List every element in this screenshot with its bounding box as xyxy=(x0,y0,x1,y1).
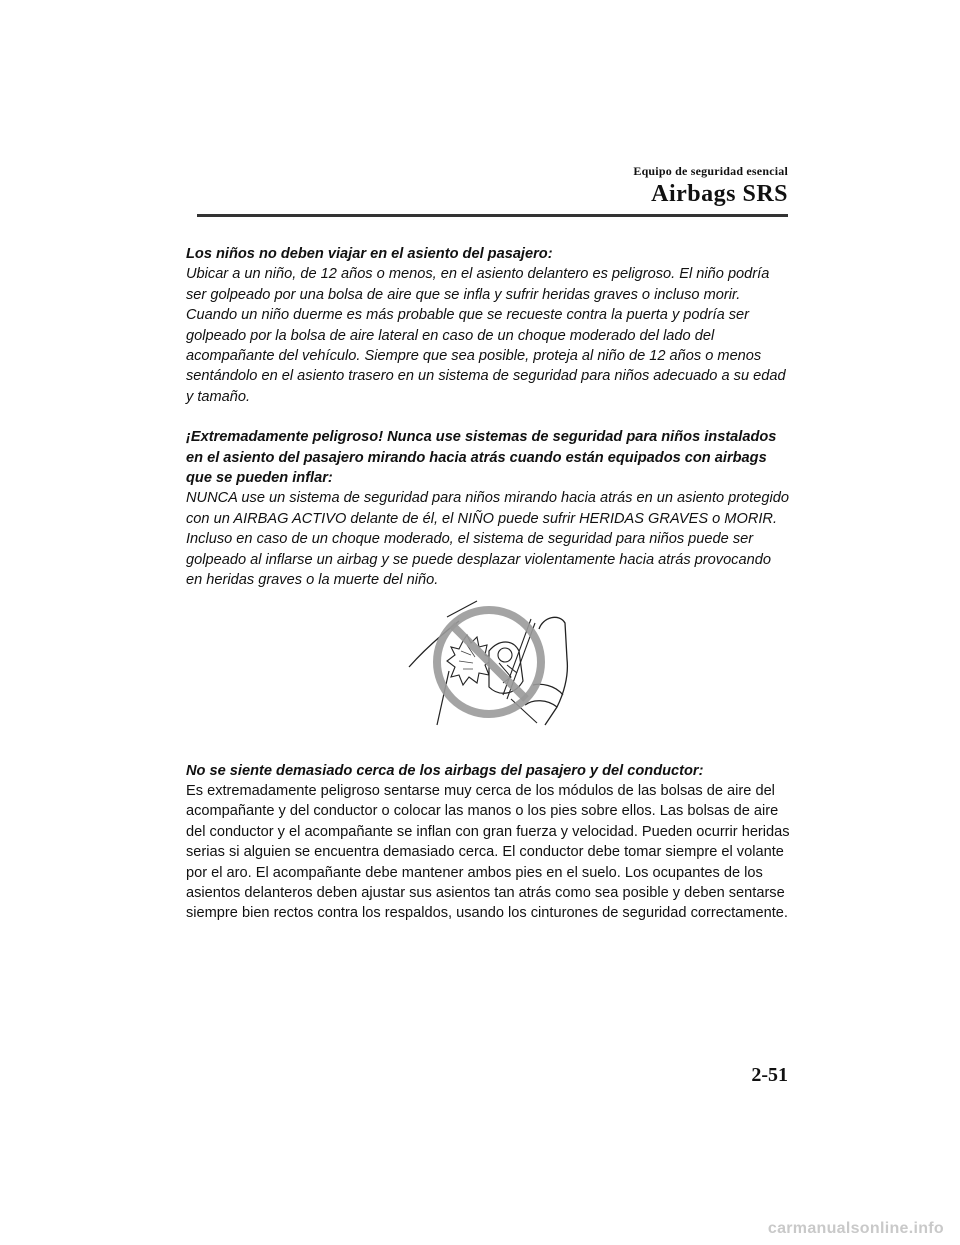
prohibited-child-seat-airbag-illustration xyxy=(407,599,577,727)
warning-body: Ubicar a un niño, de 12 años o menos, en el asiento delantero es peligroso. El niño podría ser golpeado por una bolsa de aire que se infla y sufrir heridas graves o incluso morir. Cuando un niño duerme es más probable que se recueste contra la puerta y podría ser golpeado por la bolsa de aire lateral en caso de un choque moderado del lado del acompañante del vehículo. Siempre que sea posible, proteja al niño de 12 años o menos sentándolo en el asiento trasero en un sistema de seguridad para niños adecuado a su edad y tamaño. xyxy=(186,266,786,405)
warning-heading: No se siente demasiado cerca de los airbags del pasajero y del conductor: xyxy=(186,762,704,779)
warning-rear-facing-seat xyxy=(186,427,790,590)
section-title: Equipo de seguridad esencial xyxy=(633,164,788,178)
warning-body: NUNCA use un sistema de seguridad para niños mirando hacia atrás en un asiento protegido con un AIRBAG ACTIVO delante de él, el NIÑO puede sufrir HERIDAS GRAVES o MORIR. Incluso en caso de un choque moderado, el sistema de seguridad para niños puede ser golpeado al inflarse un airbag y se puede desplazar violentamente hacia atrás provocando en heridas graves o la muerte del niño. xyxy=(186,490,790,589)
warning-body: Es extremadamente peligroso sentarse muy cerca de los módulos de las bolsas de aire del acompañante y del conductor o colocar las manos o los pies sobre ellos. Las bolsas de aire del conductor y el acompañante se inflan con gran fuerza y velocidad. Pueden ocurrir heridas serias si alguien se encuentra demasiado cerca. El conductor debe tomar siempre el volante por el aro. El acompañante debe mantener ambos pies en el suelo. Los ocupantes de los asientos delanteros deben ajustar sus asientos tan atrás como sea posible y deben sentarse siempre bien rectos contra los respaldos, usando los cinturones de seguridad correctamente. xyxy=(186,782,790,922)
page-title: Airbags SRS xyxy=(651,181,788,207)
warning-sit-too-close xyxy=(186,761,790,924)
page-number: 2-51 xyxy=(751,1064,788,1086)
header-rule xyxy=(197,214,788,217)
main-content xyxy=(186,244,790,944)
warning-heading: ¡Extremadamente peligroso! Nunca use sistemas de seguridad para niños instalados en el asiento del pasajero mirando hacia atrás cuando están equipados con airbags que se pueden inflar: xyxy=(186,429,777,487)
illustration-rear-facing-child-seat xyxy=(186,599,790,739)
watermark: carmanualsonline.info xyxy=(767,1220,944,1237)
page-header xyxy=(633,164,788,208)
warning-children-front-seat xyxy=(186,244,790,407)
warning-heading: Los niños no deben viajar en el asiento del pasajero: xyxy=(186,246,553,262)
